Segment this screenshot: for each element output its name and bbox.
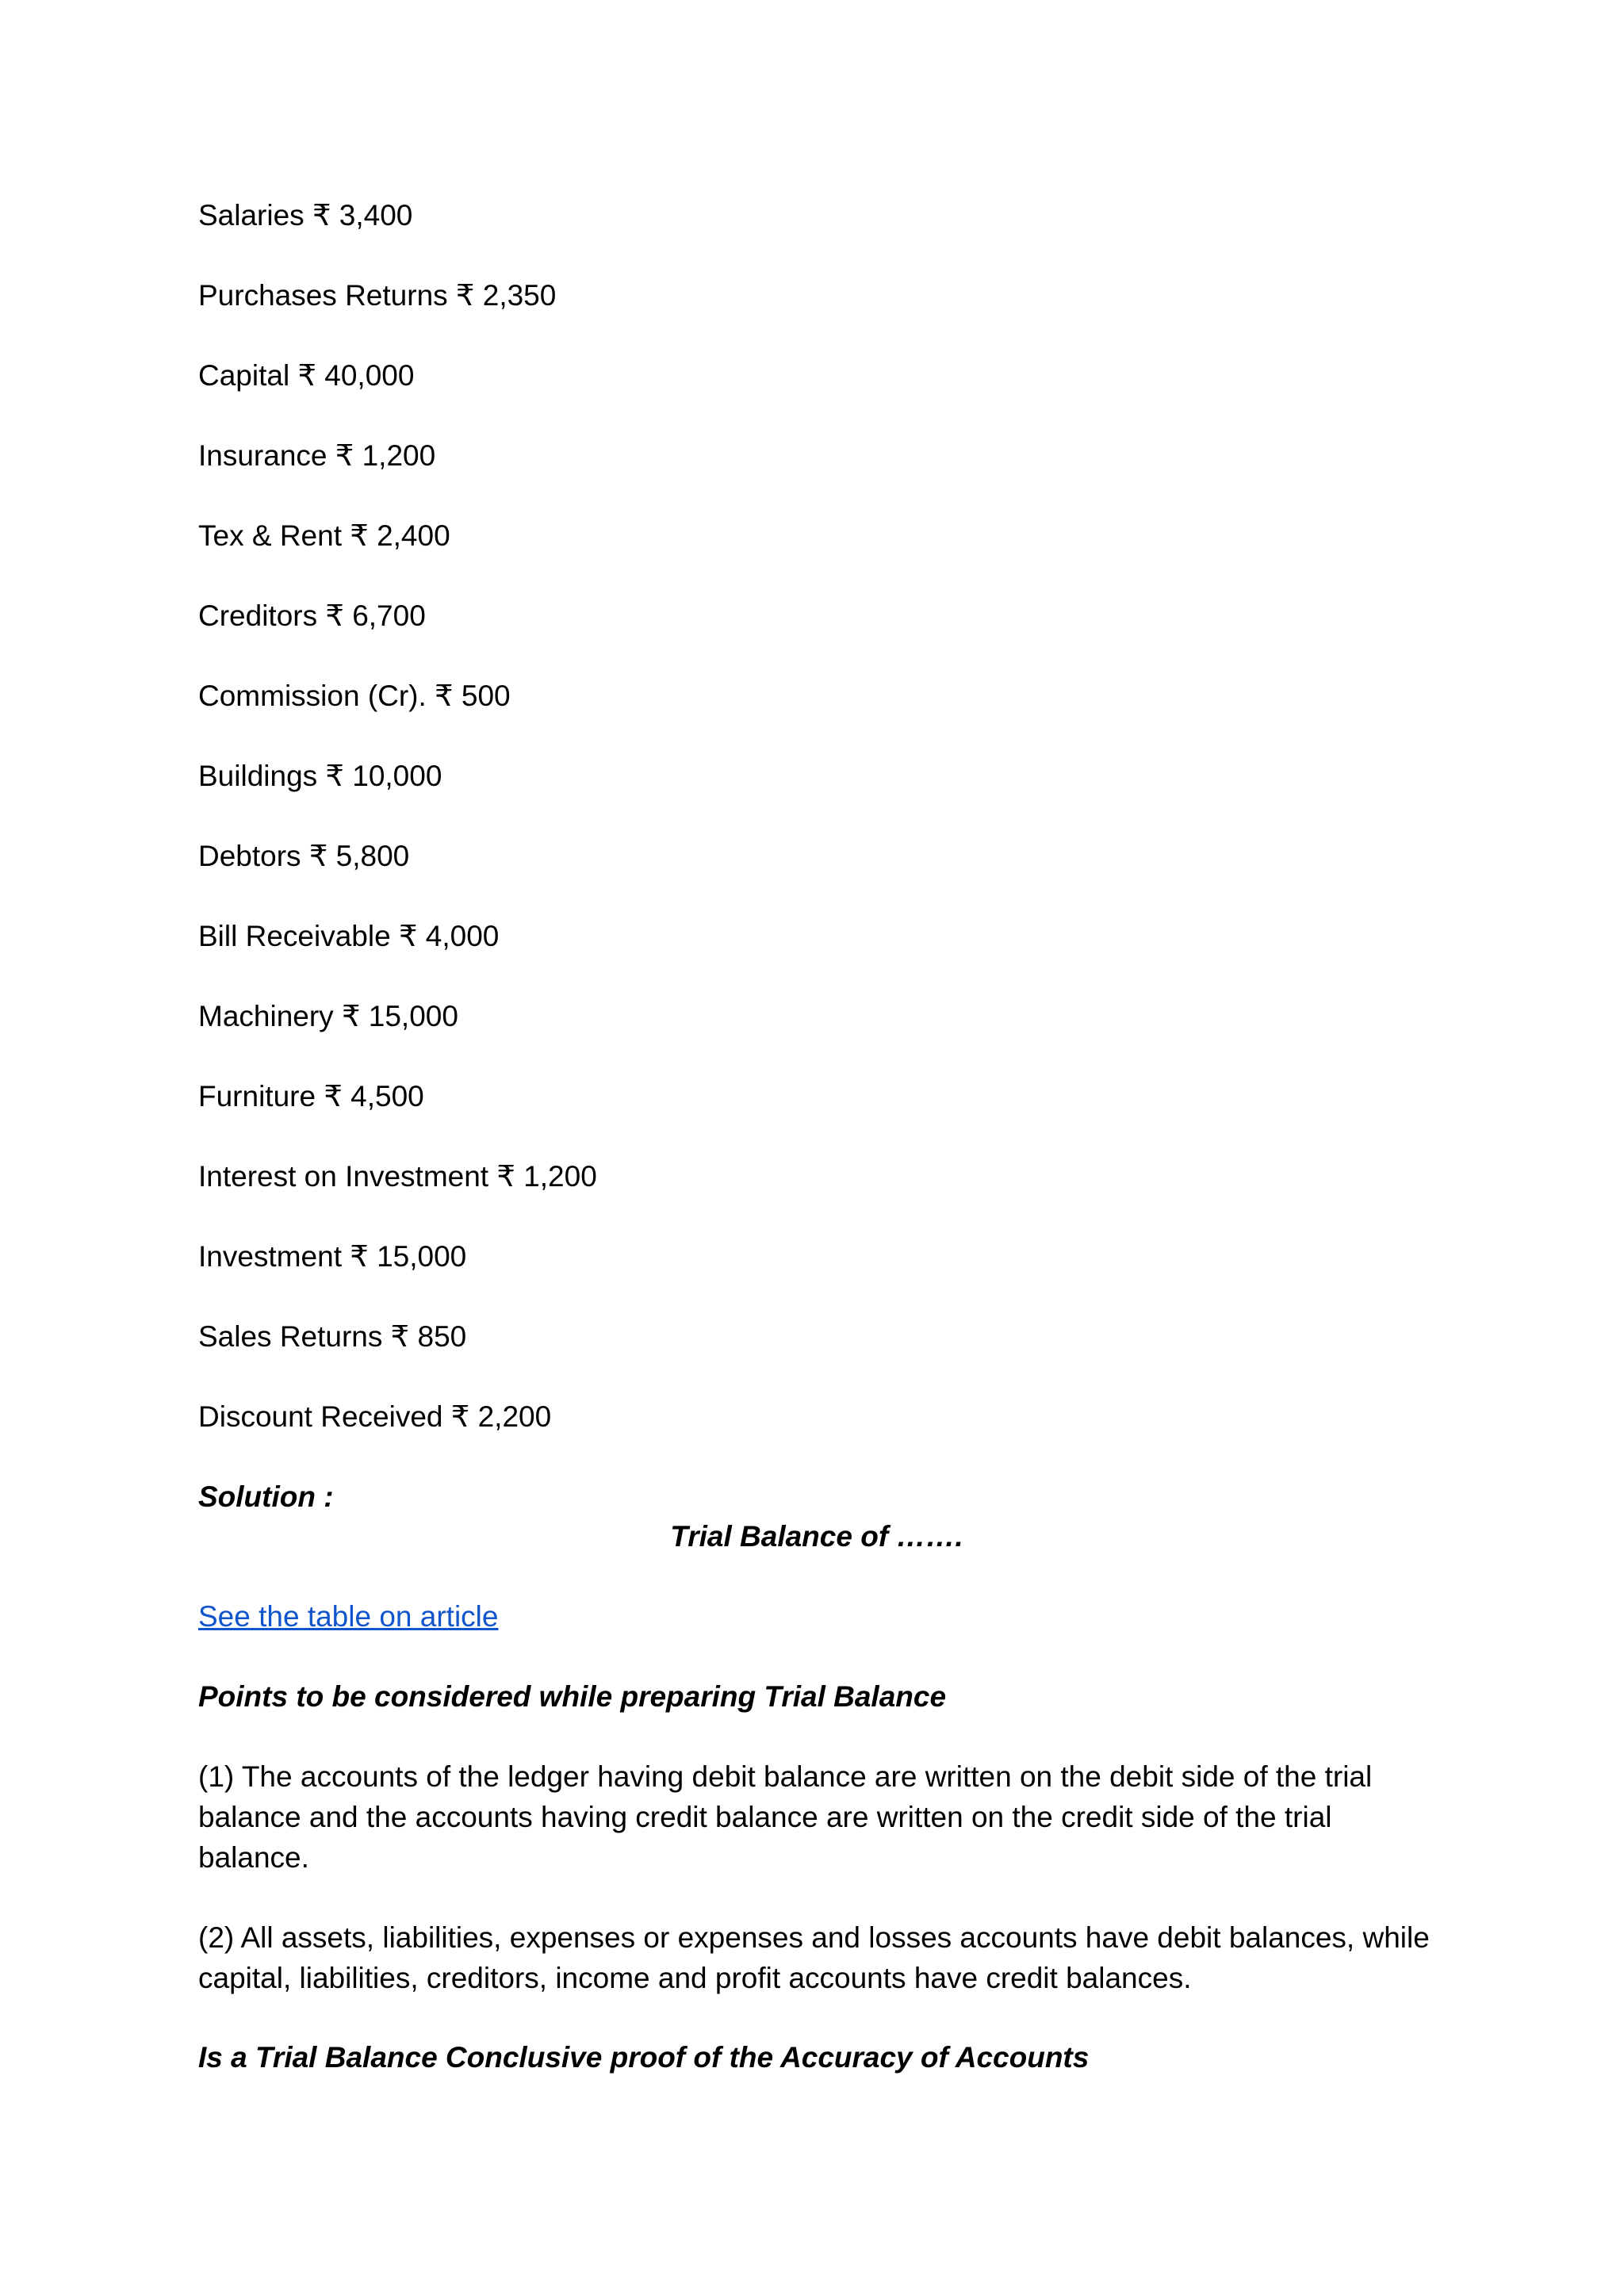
item-commission: Commission (Cr). ₹ 500 [198, 680, 511, 712]
solution-label: Solution : [198, 1480, 334, 1513]
item-debtors: Debtors ₹ 5,800 [198, 840, 410, 872]
item-salaries: Salaries ₹ 3,400 [198, 199, 413, 232]
document-page [198, 0, 1435, 2294]
point-1-paragraph: (1) The accounts of the ledger having debit balance are written on the debit side of the trial balance and the accounts having credit balance are written on the credit side of the trial balance. [198, 1760, 1373, 1874]
item-buildings: Buildings ₹ 10,000 [198, 760, 442, 792]
item-capital: Capital ₹ 40,000 [198, 359, 415, 392]
item-tex-rent: Tex & Rent ₹ 2,400 [198, 519, 450, 552]
see-table-link[interactable]: See the table on article [198, 1600, 499, 1633]
conclusive-proof-heading: Is a Trial Balance Conclusive proof of the Accuracy of Accounts [198, 2041, 1090, 2074]
trial-balance-title: Trial Balance of ……. [670, 1520, 963, 1553]
item-machinery: Machinery ₹ 15,000 [198, 1000, 458, 1032]
item-interest-on-investment: Interest on Investment ₹ 1,200 [198, 1160, 597, 1193]
item-discount-received: Discount Received ₹ 2,200 [198, 1400, 552, 1433]
item-insurance: Insurance ₹ 1,200 [198, 439, 436, 472]
item-investment: Investment ₹ 15,000 [198, 1240, 467, 1273]
item-creditors: Creditors ₹ 6,700 [198, 599, 426, 632]
points-heading: Points to be considered while preparing Trial Balance [198, 1680, 947, 1713]
item-furniture: Furniture ₹ 4,500 [198, 1080, 424, 1113]
point-2-paragraph: (2) All assets, liabilities, expenses or expenses and losses accounts have debit balances, while capital, liabilities, creditors, income and profit accounts have credit balances. [198, 1921, 1430, 1994]
item-sales-returns: Sales Returns ₹ 850 [198, 1320, 467, 1353]
item-purchases-returns: Purchases Returns ₹ 2,350 [198, 279, 557, 312]
item-bill-receivable: Bill Receivable ₹ 4,000 [198, 920, 500, 952]
